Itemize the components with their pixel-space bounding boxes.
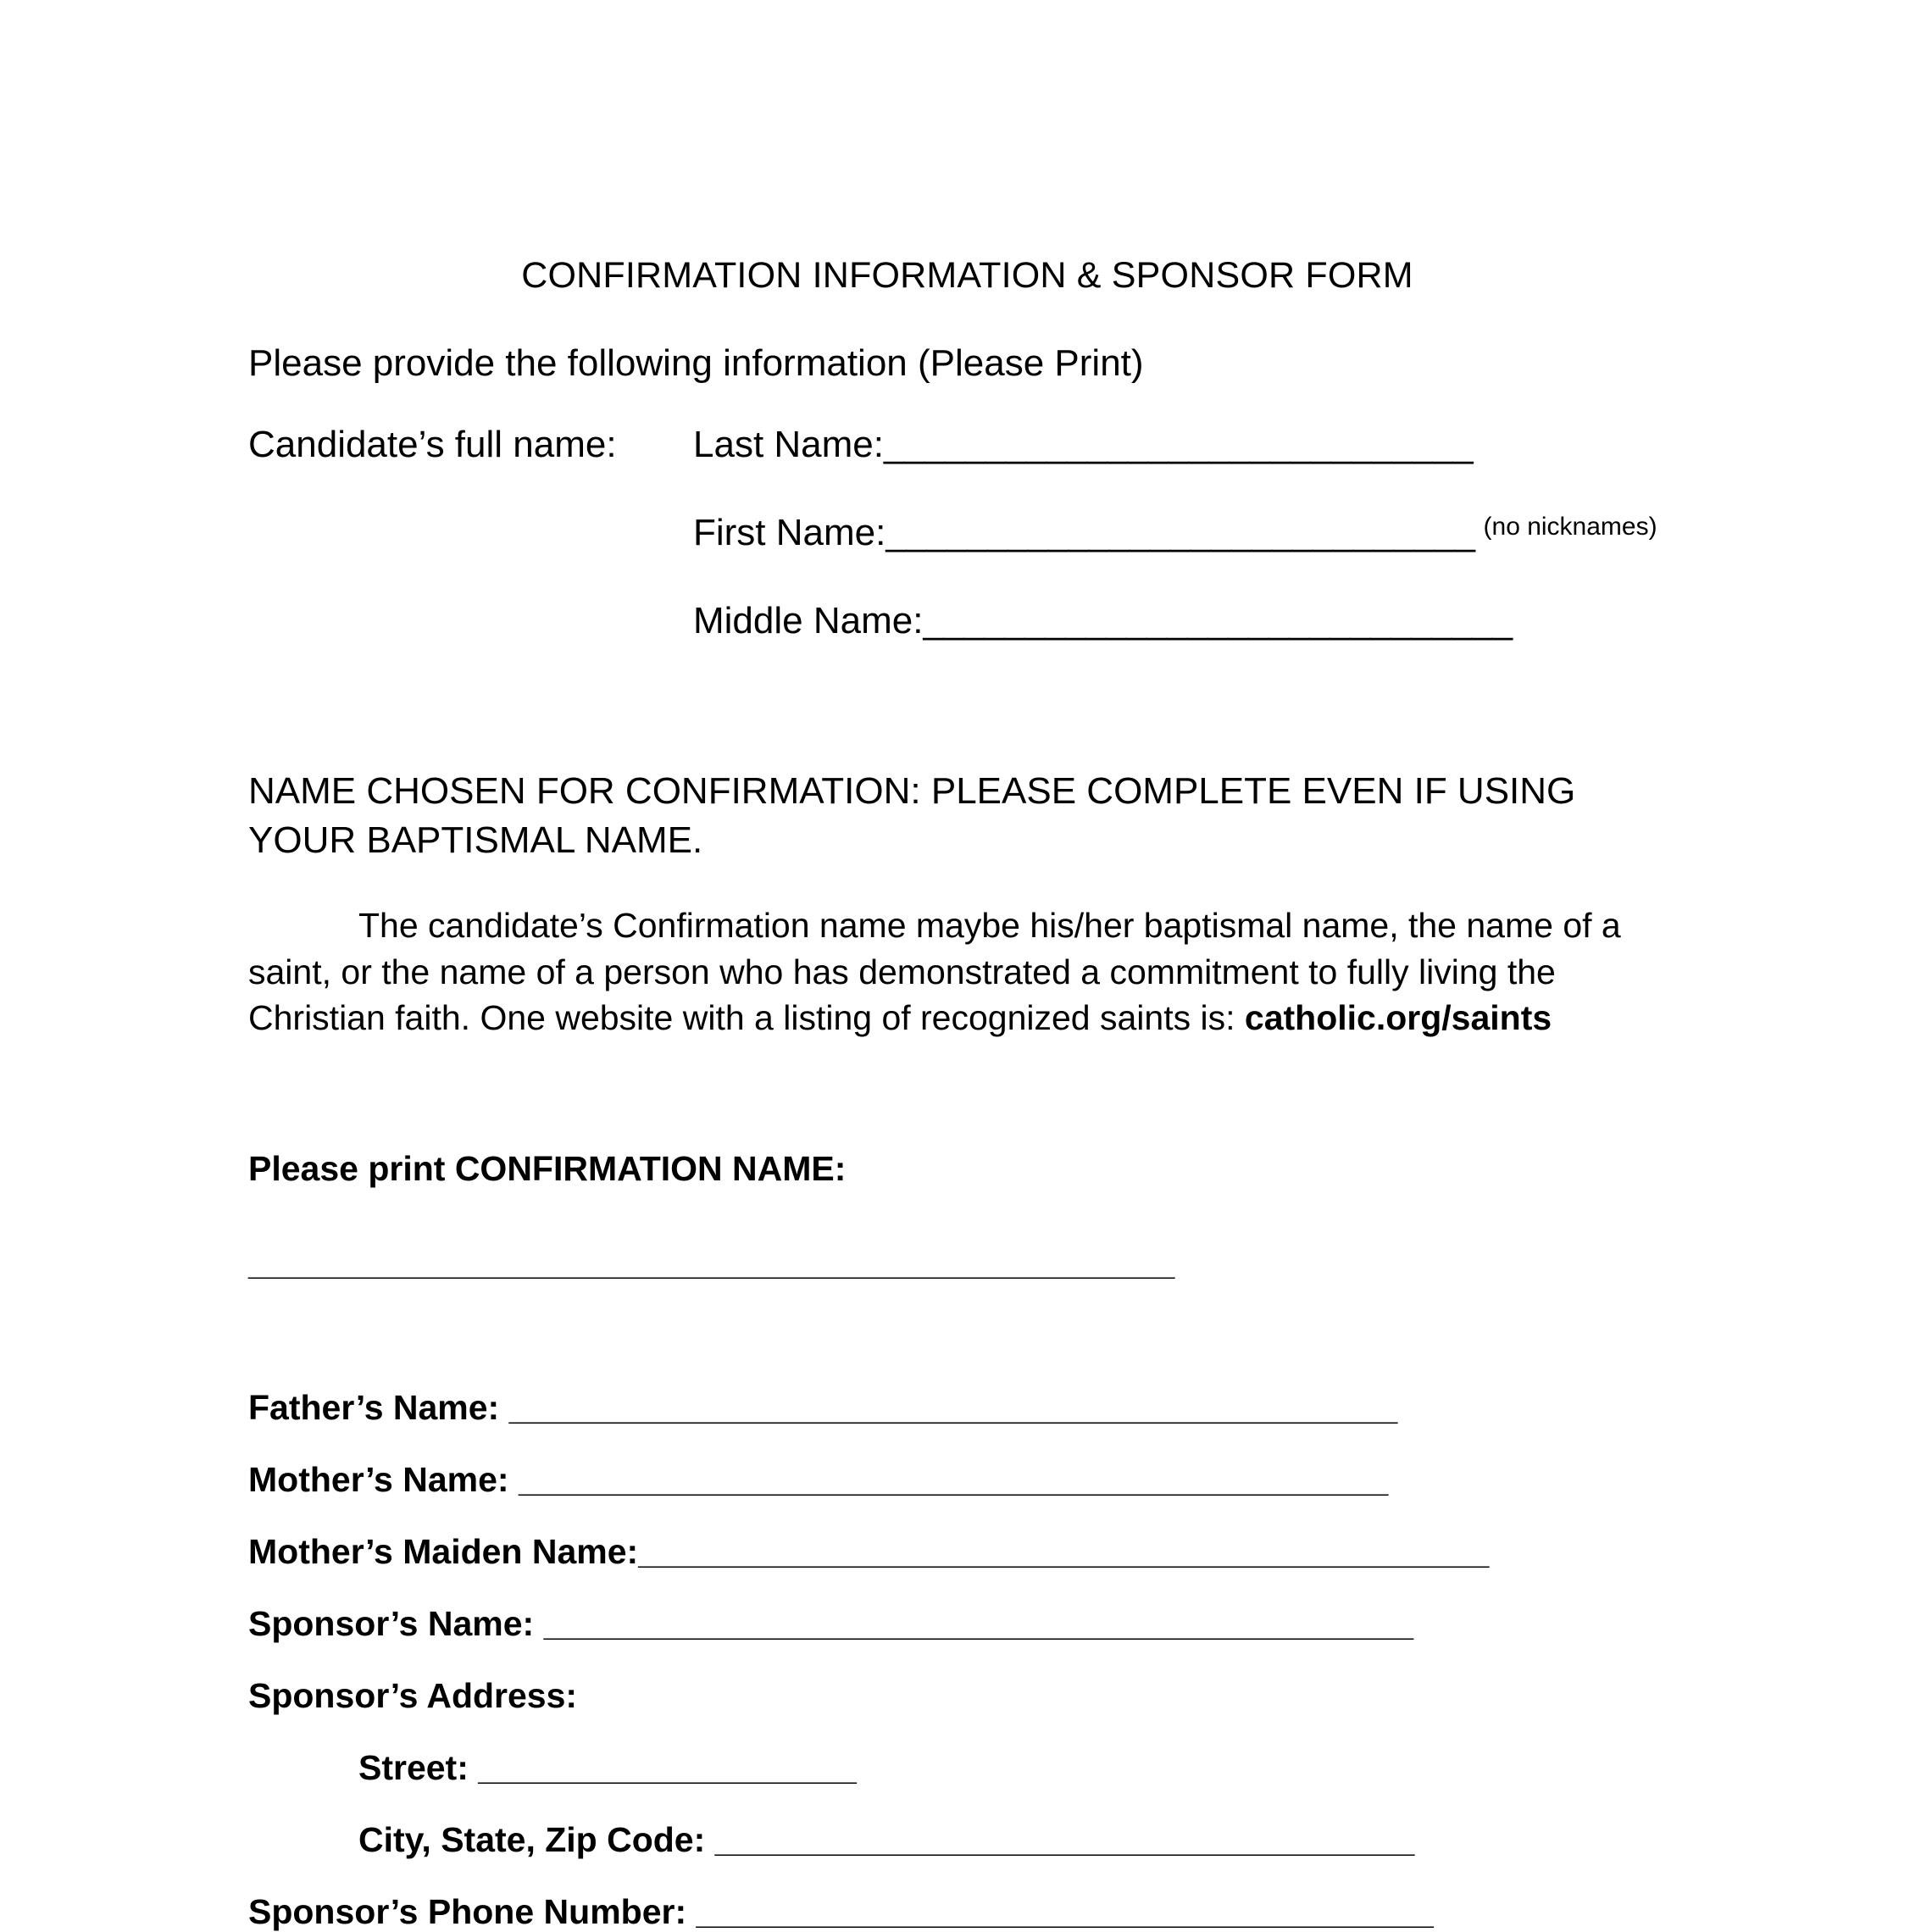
city-state-zip-input-rule[interactable]: _____________________________________ — [714, 1819, 1414, 1859]
instruction-text: Please provide the following information (Please Print) — [248, 342, 1144, 384]
sponsor-city-state-zip-row — [248, 1819, 1686, 1859]
street-input-rule[interactable]: ____________________ — [478, 1747, 857, 1787]
no-nicknames-note: (no nicknames) — [1483, 513, 1657, 541]
mothers-maiden-name-input-rule[interactable]: _____________________________________________ — [638, 1531, 1489, 1571]
mothers-name-row — [248, 1459, 1686, 1499]
sponsors-phone-input-rule[interactable]: _______________________________________ — [696, 1891, 1434, 1931]
sponsors-name-label: Sponsor’s Name: — [248, 1603, 544, 1643]
spacer — [248, 382, 1686, 426]
sponsors-name-row — [248, 1603, 1686, 1643]
fathers-name-input-rule[interactable]: _______________________________________________ — [508, 1387, 1397, 1427]
spacer — [248, 552, 1686, 602]
last-name-input-rule[interactable]: _____________________________ — [883, 424, 1474, 465]
mothers-maiden-name-label: Mother’s Maiden Name: — [248, 1531, 639, 1571]
candidate-last-name-row — [248, 426, 1686, 464]
spacer — [248, 1425, 1686, 1463]
catholic-saints-link[interactable]: catholic.org/saints — [1244, 998, 1552, 1038]
candidate-middle-name-row — [248, 602, 1686, 640]
spacer — [248, 1041, 1686, 1152]
sponsors-address-label: Sponsor’s Address: — [248, 1675, 578, 1715]
mothers-name-label: Mother’s Name: — [248, 1459, 519, 1499]
spacer — [248, 294, 1686, 345]
fathers-name-label: Father’s Name: — [248, 1387, 509, 1427]
candidate-first-name-row — [248, 514, 1686, 552]
spacer — [248, 1857, 1686, 1895]
first-name-input-rule[interactable]: _____________________________ — [886, 512, 1475, 553]
spacer — [248, 640, 1686, 767]
print-confirmation-name-label: Please print CONFIRMATION NAME: — [248, 1148, 847, 1188]
first-name-label: First Name: — [693, 512, 886, 553]
fathers-name-row — [248, 1387, 1686, 1427]
confirmation-name-input-rule[interactable]: _________________________________________________ — [248, 1242, 1174, 1282]
page-title: CONFIRMATION INFORMATION & SPONSOR FORM — [521, 255, 1413, 296]
spacer — [248, 865, 1686, 902]
spacer — [248, 1713, 1686, 1751]
sponsor-street-row — [248, 1747, 1686, 1787]
confirmation-name-heading: NAME CHOSEN FOR CONFIRMATION: PLEASE COMPLETE EVEN IF USING YOUR BAPTISMAL NAME. — [248, 770, 1576, 862]
confirmation-name-paragraph — [248, 902, 1686, 1041]
mothers-name-input-rule[interactable]: ______________________________________________ — [518, 1459, 1388, 1499]
mothers-maiden-name-row — [248, 1531, 1686, 1571]
spacer — [248, 1186, 1686, 1246]
paragraph-body: The candidate’s Confirmation name maybe his/her baptismal name, the name of a saint, or the name of a person who has demonstrated a commitment to fully living the Christian faith. One website with a listing of recognized saints is: — [248, 906, 1621, 1038]
middle-name-input-rule[interactable]: _____________________________ — [923, 600, 1513, 641]
spacer — [248, 1497, 1686, 1535]
city-state-zip-label: City, State, Zip Code: — [358, 1819, 715, 1859]
spacer — [248, 1569, 1686, 1607]
last-name-label: Last Name: — [693, 424, 884, 465]
sponsor-phone-row — [248, 1891, 1686, 1931]
middle-name-label: Middle Name: — [693, 600, 924, 641]
candidate-full-name-label: Candidate’s full name: — [248, 424, 617, 465]
sponsors-name-input-rule[interactable]: ______________________________________________ — [543, 1603, 1413, 1643]
spacer — [248, 464, 1686, 514]
sponsors-phone-label: Sponsor’s Phone Number: — [248, 1891, 697, 1931]
spacer — [248, 1785, 1686, 1823]
spacer — [248, 1641, 1686, 1679]
spacer — [248, 1280, 1686, 1391]
street-label: Street: — [358, 1747, 479, 1787]
